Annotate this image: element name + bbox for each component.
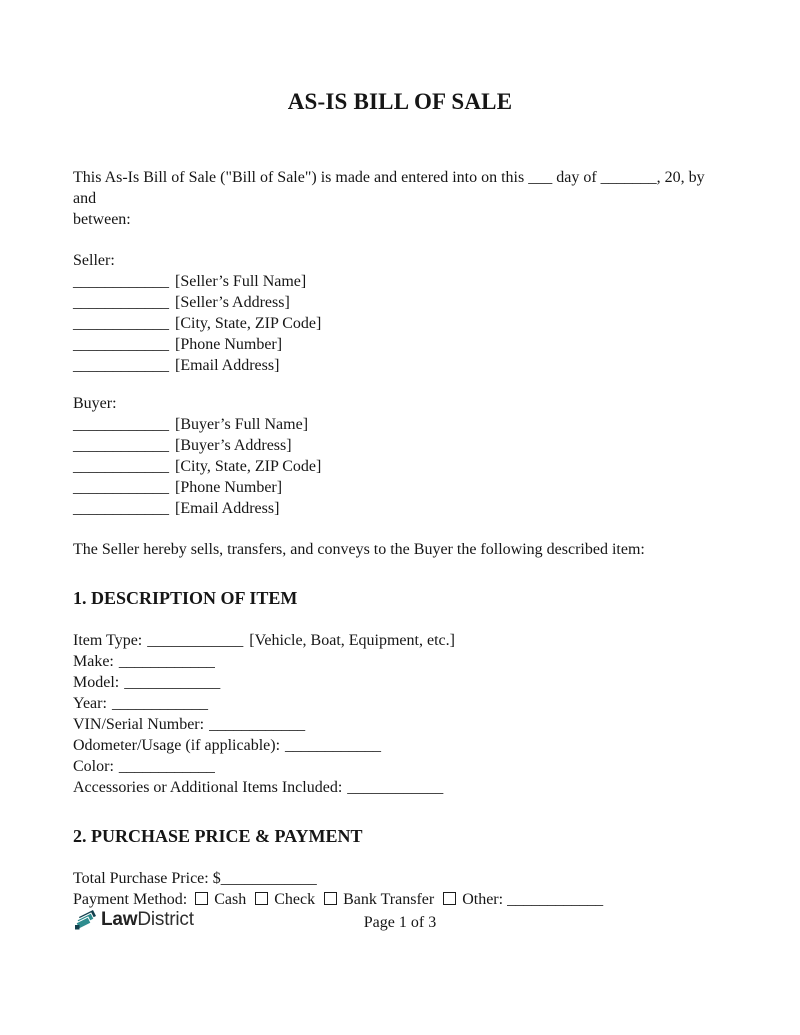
payment-option-label: Cash	[214, 891, 247, 908]
buyer-fullname-blank[interactable]: ____________	[73, 416, 169, 433]
field-label: [Phone Number]	[175, 336, 283, 353]
total-purchase-price-row	[73, 868, 727, 889]
field-label: Odometer/Usage (if applicable):	[73, 737, 281, 754]
field-label: Make:	[73, 653, 114, 670]
section-purchase-price-payment	[73, 825, 727, 910]
seller-address-blank[interactable]: ____________	[73, 294, 169, 311]
seller-fullname-blank[interactable]: ____________	[73, 273, 169, 290]
payment-option-label: Other:	[462, 891, 504, 908]
seller-field-row	[73, 271, 727, 292]
buyer-label: Buyer:	[73, 395, 117, 412]
field-label: [City, State, ZIP Code]	[175, 458, 322, 475]
buyer-field-row	[73, 435, 727, 456]
item-type-blank[interactable]: ____________	[147, 632, 244, 649]
conveyance-statement: The Seller hereby sells, transfers, and conveys to the Buyer the following described item:	[73, 541, 645, 558]
buyer-email-blank[interactable]: ____________	[73, 500, 169, 517]
section1-heading: 1. DESCRIPTION OF ITEM	[73, 588, 298, 608]
field-label: [City, State, ZIP Code]	[175, 315, 322, 332]
color-blank[interactable]: ____________	[118, 758, 215, 775]
odometer-row	[73, 735, 727, 756]
item-type-row	[73, 630, 727, 651]
field-label: Total Purchase Price: $	[73, 870, 221, 887]
buyer-block	[73, 393, 727, 519]
field-label: [Email Address]	[175, 357, 280, 374]
field-label: Color:	[73, 758, 114, 775]
logo-text-law: Law	[101, 908, 138, 930]
color-row	[73, 756, 727, 777]
make-blank[interactable]: ____________	[118, 653, 215, 670]
field-label: [Buyer’s Full Name]	[175, 416, 309, 433]
seller-field-row	[73, 355, 727, 376]
buyer-city-state-zip-blank[interactable]: ____________	[73, 458, 169, 475]
page-footer	[0, 903, 800, 943]
odometer-blank[interactable]: ____________	[285, 737, 382, 754]
field-label: [Seller’s Address]	[175, 294, 290, 311]
vin-serial-blank[interactable]: ____________	[209, 716, 306, 733]
seller-label: Seller:	[73, 252, 115, 269]
seller-field-row	[73, 313, 727, 334]
field-label: [Phone Number]	[175, 479, 283, 496]
intro-line-2: between:	[73, 211, 131, 228]
seller-email-blank[interactable]: ____________	[73, 357, 169, 374]
buyer-field-row	[73, 477, 727, 498]
field-hint: [Vehicle, Boat, Equipment, etc.]	[249, 632, 455, 649]
year-row	[73, 693, 727, 714]
intro-paragraph	[73, 167, 727, 230]
payment-option-label: Check	[274, 891, 316, 908]
buyer-field-row	[73, 456, 727, 477]
seller-block	[73, 250, 727, 376]
year-blank[interactable]: ____________	[111, 695, 208, 712]
field-label: Accessories or Additional Items Included:	[73, 779, 343, 796]
seller-phone-blank[interactable]: ____________	[73, 336, 169, 353]
buyer-field-row	[73, 498, 727, 519]
field-label: Item Type:	[73, 632, 143, 649]
vin-serial-row	[73, 714, 727, 735]
field-label: [Email Address]	[175, 500, 280, 517]
seller-field-row	[73, 292, 727, 313]
accessories-row	[73, 777, 727, 798]
field-label: Year:	[73, 695, 107, 712]
section-description-of-item	[73, 587, 727, 798]
field-label: Payment Method:	[73, 891, 188, 908]
seller-field-row	[73, 334, 727, 355]
payment-option-label: Bank Transfer	[343, 891, 435, 908]
accessories-blank[interactable]: ____________	[347, 779, 444, 796]
page-number: Page 1 of 3	[363, 914, 437, 931]
logo-text-district: District	[137, 908, 194, 930]
section2-heading: 2. PURCHASE PRICE & PAYMENT	[73, 826, 363, 846]
field-label: [Buyer’s Address]	[175, 437, 292, 454]
document-title: AS-IS BILL OF SALE	[287, 89, 513, 114]
field-label: Model:	[73, 674, 120, 691]
total-price-blank[interactable]: ____________	[220, 870, 317, 887]
seller-city-state-zip-blank[interactable]: ____________	[73, 315, 169, 332]
buyer-field-row	[73, 414, 727, 435]
buyer-phone-blank[interactable]: ____________	[73, 479, 169, 496]
make-row	[73, 651, 727, 672]
field-label: [Seller’s Full Name]	[175, 273, 307, 290]
field-label: VIN/Serial Number:	[73, 716, 205, 733]
intro-line-1: This As-Is Bill of Sale ("Bill of Sale") is made and entered into on this ___ day of _______, 20, by and	[73, 169, 705, 207]
other-payment-blank[interactable]: ____________	[507, 891, 604, 908]
model-blank[interactable]: ____________	[124, 674, 221, 691]
model-row	[73, 672, 727, 693]
buyer-address-blank[interactable]: ____________	[73, 437, 169, 454]
